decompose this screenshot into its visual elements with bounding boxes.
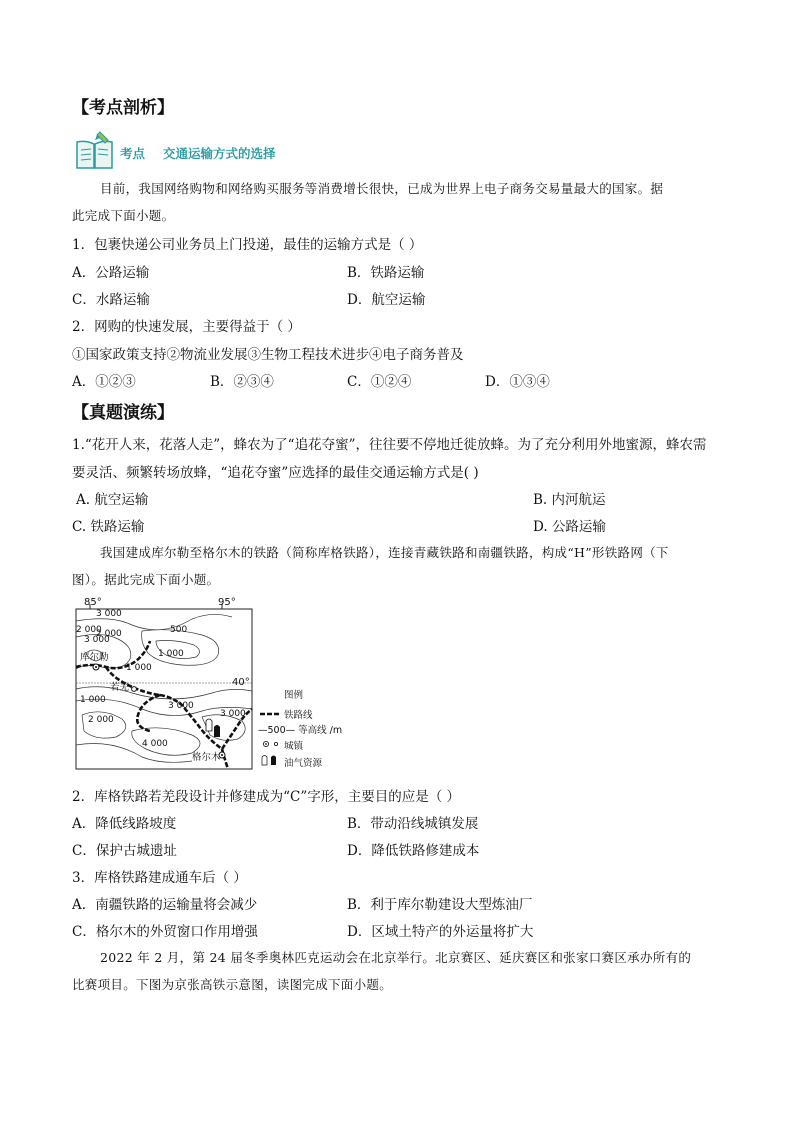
map-contour-label: 3 000 [96, 609, 122, 619]
q1-option-b: B．铁路运输 [347, 265, 425, 281]
book-icon [74, 130, 116, 172]
q1-option-a: A．公路运输 [72, 265, 150, 281]
q5-option-b: B．利于库尔勒建设大型炼油厂 [347, 897, 533, 913]
map-city-ruoqiang: 若羌 [110, 682, 130, 693]
q3-option-a: A. 航空运输 [76, 492, 149, 508]
q1-option-c: C．水路运输 [72, 292, 150, 308]
intro3-line2: 比赛项目。下图为京张高铁示意图，读图完成下面小题。 [72, 977, 393, 992]
q1-stem: 1．包裹快递公司业务员上门投递，最佳的运输方式是（ ） [72, 237, 423, 253]
map-contour-label: 3 000 [168, 701, 194, 711]
q3-option-d: D. 公路运输 [533, 519, 606, 535]
korla-golmud-railway-map [72, 597, 344, 775]
intro1-line1: 目前，我国网络购物和网络购买服务等消费增长很快，已成为世界上电子商务交易量最大的国家。据 [100, 181, 664, 196]
legend-title: 图例 [284, 690, 304, 701]
legend-oil: 油气资源 [284, 758, 323, 769]
legend-town: 城镇 [284, 741, 304, 752]
map-contour-label: 1 000 [80, 695, 106, 705]
q4-option-c: C．保护古城遗址 [72, 843, 177, 859]
map-contour-label: 1 000 [158, 649, 184, 659]
section-title-practice: 【真题演练】 [72, 403, 174, 423]
q3-line2: 要灵活、频繁转场放蜂，“追花夺蜜”应选择的最佳交通运输方式是( ) [72, 465, 479, 481]
q4-option-a: A．降低线路坡度 [72, 816, 177, 832]
q3-option-b: B. 内河航运 [533, 492, 606, 508]
map-contour-label: 3 000 [220, 709, 246, 719]
map-contour-label: 500 [170, 625, 188, 635]
kaodian-topic: 交通运输方式的选择 [163, 146, 276, 161]
q5-option-d: D．区域土特产的外运量将扩大 [347, 924, 534, 940]
map-contour-label: 1 000 [126, 663, 152, 673]
intro3-line1: 2022 年 2 月，第 24 届冬季奥林匹克运动会在北京举行。北京赛区、延庆赛区和张家口赛区承办所有的 [100, 950, 692, 965]
q5-stem: 3．库格铁路建成通车后（ ） [72, 870, 247, 886]
kaodian-label: 考点 [120, 146, 146, 161]
map-contour-label: 4 000 [142, 739, 168, 749]
map-lat-40: 40° [232, 677, 250, 688]
map-contour-label: 2 000 [76, 625, 102, 635]
q4-option-b: B．带动沿线城镇发展 [347, 816, 479, 832]
intro2-line2: 图）。据此完成下面小题。 [72, 572, 220, 587]
map-contour-label: 2 000 [96, 629, 122, 639]
map-contour-label: 2 000 [88, 715, 114, 725]
intro1-line2: 此完成下面小题。 [72, 208, 175, 223]
q4-option-d: D．降低铁路修建成本 [347, 843, 480, 859]
q2-stem: 2．网购的快速发展，主要得益于（ ） [72, 319, 301, 335]
map-city-golmud: 格尔木 [192, 752, 221, 763]
map-city-korla: 库尔勒 [80, 652, 109, 663]
intro2-line1: 我国建成库尔勒至格尔木的铁路（简称库格铁路），连接青藏铁路和南疆铁路，构成“H”形铁路网（下 [100, 545, 669, 560]
q3-option-c: C. 铁路运输 [72, 519, 145, 535]
q2-items: ①国家政策支持②物流业发展③生物工程技术进步④电子商务普及 [72, 347, 464, 363]
q2-option-d: D．①③④ [485, 374, 550, 390]
map-lon-95: 95° [218, 597, 236, 608]
q2-option-a: A．①②③ [72, 374, 136, 390]
q2-option-b: B．②③④ [210, 374, 274, 390]
q4-stem: 2．库格铁路若羌段设计并修建成为“C”字形，主要目的应是（ ） [72, 789, 461, 805]
q5-option-a: A．南疆铁路的运输量将会减少 [72, 897, 258, 913]
legend-contour: —500— 等高线 /m [258, 725, 343, 736]
section-title-analysis: 【考点剖析】 [72, 98, 174, 118]
q1-option-d: D．航空运输 [347, 292, 426, 308]
q5-option-c: C．格尔木的外贸窗口作用增强 [72, 924, 258, 940]
legend-railway: 铁路线 [284, 710, 313, 721]
map-contour-label: 3 000 [84, 635, 110, 645]
q3-line1: 1.“花开人来，花落人走”，蜂农为了“追花夺蜜”，往往要不停地迁徙放蜂。为了充分利用外地蜜源，蜂农需 [72, 437, 707, 453]
q2-option-c: C．①②④ [347, 374, 412, 390]
map-lon-85: 85° [84, 597, 102, 608]
